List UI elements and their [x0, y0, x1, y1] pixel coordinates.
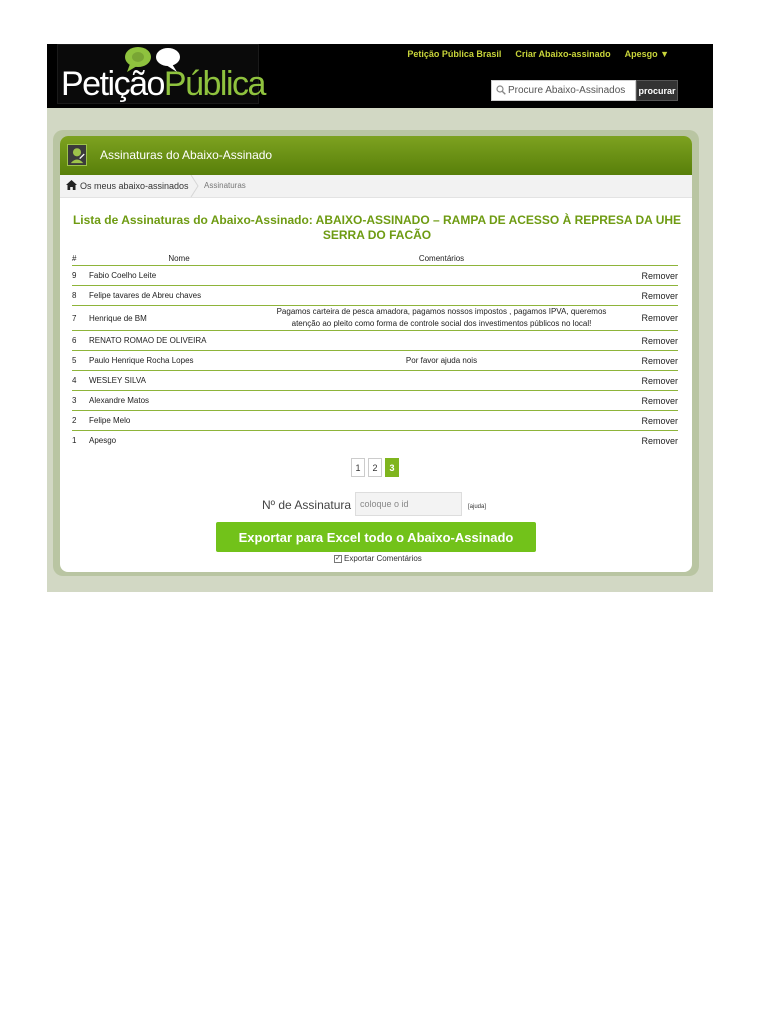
remove-signature-button[interactable]: Remover: [614, 431, 678, 451]
column-header-comments: Comentários: [418, 253, 465, 263]
signer-name: WESLEY SILVA: [89, 371, 269, 391]
remove-signature-button[interactable]: Remover: [614, 331, 678, 351]
page-3-button[interactable]: 3: [385, 458, 399, 477]
remove-signature-button[interactable]: Remover: [614, 371, 678, 391]
top-bar: [47, 44, 713, 108]
pagination: [351, 458, 399, 477]
table-row: [72, 286, 678, 306]
signature-number-label: Nº de Assinatura: [262, 498, 352, 512]
table-row: [72, 371, 678, 391]
remove-signature-button[interactable]: Remover: [614, 391, 678, 411]
list-title: Lista de Assinaturas do Abaixo-Assinado: ABAIXO-ASSINADO – RAMPA DE ACESSO À REPRESA DA UHE SERRA DO FACÃO: [72, 213, 682, 242]
signature-number: 3: [72, 391, 89, 411]
table-row: [72, 411, 678, 431]
signature-pen-icon: [67, 144, 87, 166]
signature-number: 5: [72, 351, 89, 371]
export-comments-checkbox[interactable]: ✓: [335, 554, 341, 562]
search-icon: [496, 85, 506, 95]
home-icon: [66, 180, 77, 190]
table-row: [72, 351, 678, 371]
column-header-remove: [614, 251, 678, 266]
table-row: [72, 431, 678, 451]
screenshot: [47, 44, 713, 592]
remove-signature-button[interactable]: Remover: [614, 266, 678, 286]
signer-comment: [269, 411, 614, 431]
signature-number: 8: [72, 286, 89, 306]
page-2-button[interactable]: 2: [368, 458, 382, 477]
signature-id-input[interactable]: [355, 492, 462, 516]
signer-name: Paulo Henrique Rocha Lopes: [89, 351, 269, 371]
table-header-row: [72, 251, 678, 266]
table-row: [72, 266, 678, 286]
export-comments-label: Exportar Comentários: [344, 554, 422, 563]
breadcrumb-current: Assinaturas: [204, 181, 246, 190]
logo-text-publica: Pública: [163, 65, 265, 103]
signer-comment: [269, 431, 614, 451]
signature-number: 4: [72, 371, 89, 391]
remove-signature-button[interactable]: Remover: [614, 306, 678, 331]
export-excel-button[interactable]: Exportar para Excel todo o Abaixo-Assinado: [216, 522, 536, 552]
remove-signature-button[interactable]: Remover: [614, 351, 678, 371]
signer-comment: [269, 371, 614, 391]
page-1-button[interactable]: 1: [351, 458, 365, 477]
search-button[interactable]: procurar: [636, 80, 678, 101]
signer-comment: Pagamos carteira de pesca amadora, pagamos nossos impostos , pagamos IPVA, queremos atenção ao pleito como forma de controle social dos investimentos públicos no local!: [269, 306, 614, 331]
signature-number: 7: [72, 306, 89, 331]
signatures-table: [72, 251, 678, 450]
signature-number: 2: [72, 411, 89, 431]
signature-number: 9: [72, 266, 89, 286]
breadcrumb-my-petitions[interactable]: Os meus abaixo-assinados: [80, 181, 189, 191]
breadcrumb: [60, 175, 692, 198]
help-link[interactable]: [ajuda]: [468, 504, 487, 510]
signer-name: Felipe Melo: [89, 411, 269, 431]
signer-name: Alexandre Matos: [89, 391, 269, 411]
search-input[interactable]: [508, 83, 633, 98]
nav-peticao-publica-brasil[interactable]: Petição Pública Brasil: [407, 49, 502, 59]
table-row: [72, 391, 678, 411]
nav-criar-abaixo-assinado[interactable]: Criar Abaixo-assinado: [515, 49, 611, 59]
signer-comment: [269, 331, 614, 351]
export-comments-option: [334, 554, 422, 563]
signature-number: 6: [72, 331, 89, 351]
column-header-name: Nome: [168, 253, 190, 263]
table-row: [72, 331, 678, 351]
signer-name: Apesgo: [89, 431, 269, 451]
nav-user-menu[interactable]: Apesgo ▼: [624, 49, 669, 59]
signer-comment: [269, 391, 614, 411]
search-box: [491, 80, 636, 101]
signer-name: RENATO ROMAO DE OLIVEIRA: [89, 331, 269, 351]
signer-name: Felipe tavares de Abreu chaves: [89, 286, 269, 306]
panel-header: [60, 136, 692, 175]
signatures-panel: [60, 136, 692, 572]
site-logo[interactable]: [57, 44, 265, 104]
column-header-num: #: [72, 253, 77, 263]
signer-comment: [269, 286, 614, 306]
signer-comment: [269, 266, 614, 286]
breadcrumb-separator-icon: [190, 175, 200, 197]
panel-title: Assinaturas do Abaixo-Assinado: [100, 148, 273, 162]
top-nav: [407, 49, 669, 59]
signer-name: Henrique de BM: [89, 306, 269, 331]
logo-text: [61, 64, 265, 104]
table-row: [72, 306, 678, 331]
signature-number: 1: [72, 431, 89, 451]
signer-name: Fabio Coelho Leite: [89, 266, 269, 286]
remove-signature-button[interactable]: Remover: [614, 286, 678, 306]
signer-comment: Por favor ajuda nois: [269, 351, 614, 371]
logo-text-peticao: Petição: [61, 65, 164, 103]
remove-signature-button[interactable]: Remover: [614, 411, 678, 431]
